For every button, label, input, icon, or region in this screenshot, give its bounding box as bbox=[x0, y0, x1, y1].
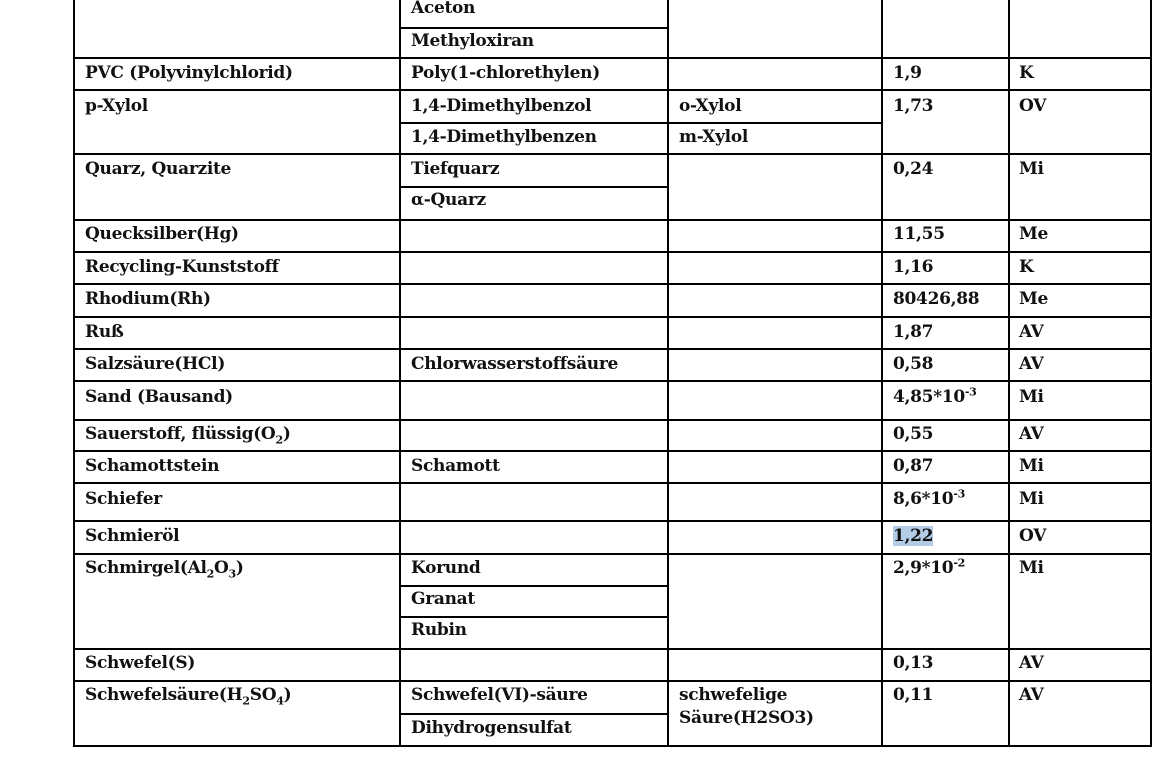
synonym-cell: α-Quarz bbox=[411, 190, 486, 210]
substance-name-cell: PVC (Polyvinylchlorid) bbox=[85, 63, 293, 83]
class-cell: Mi bbox=[1019, 558, 1044, 578]
class-cell: K bbox=[1019, 257, 1034, 277]
row-divider bbox=[73, 153, 1152, 155]
class-cell: AV bbox=[1019, 322, 1044, 342]
synonym-cell: Korund bbox=[411, 558, 481, 578]
sub-row-divider bbox=[399, 122, 883, 124]
related-cell: schwefelige bbox=[679, 685, 788, 705]
synonym-cell: Poly(1-chlorethylen) bbox=[411, 63, 600, 83]
substance-name-cell: Schamottstein bbox=[85, 456, 220, 476]
substance-name-cell: Recycling-Kunststoff bbox=[85, 257, 279, 277]
class-cell: K bbox=[1019, 63, 1034, 83]
row-divider bbox=[73, 520, 1152, 522]
row-divider bbox=[73, 251, 1152, 253]
synonym-cell: Schamott bbox=[411, 456, 500, 476]
value-cell: 80426,88 bbox=[893, 289, 980, 309]
class-cell: AV bbox=[1019, 653, 1044, 673]
table-border-bottom bbox=[73, 745, 1152, 747]
sub-row-divider bbox=[399, 616, 669, 618]
row-divider bbox=[73, 680, 1152, 682]
synonym-cell: Rubin bbox=[411, 620, 467, 640]
value-cell: 0,24 bbox=[893, 159, 934, 179]
synonym-cell: Granat bbox=[411, 589, 475, 609]
value-cell-selected[interactable]: 1,22 bbox=[893, 526, 934, 546]
value-cell: 11,55 bbox=[893, 224, 945, 244]
synonym-cell: Tiefquarz bbox=[411, 159, 500, 179]
row-divider bbox=[73, 57, 1152, 59]
row-divider bbox=[73, 89, 1152, 91]
class-cell: Mi bbox=[1019, 387, 1044, 407]
related-cell: o-Xylol bbox=[679, 96, 742, 116]
synonym-cell: 1,4-Dimethylbenzen bbox=[411, 127, 597, 147]
class-cell: AV bbox=[1019, 685, 1044, 705]
row-divider bbox=[73, 348, 1152, 350]
substance-name-cell: Sauerstoff, $flüssig(O_2)$ bbox=[85, 424, 291, 447]
synonym-cell: 1,4-Dimethylbenzol bbox=[411, 96, 592, 116]
class-cell: Mi bbox=[1019, 489, 1044, 509]
substance-name-cell: Quecksilber(Hg) bbox=[85, 224, 239, 244]
class-cell: OV bbox=[1019, 526, 1047, 546]
synonym-cell: Aceton bbox=[411, 0, 476, 18]
class-cell: AV bbox=[1019, 354, 1044, 374]
value-cell: 1,73 bbox=[893, 96, 934, 116]
row-divider bbox=[73, 648, 1152, 650]
substance-name-cell: Rhodium(Rh) bbox=[85, 289, 211, 309]
column-divider-2 bbox=[667, 0, 669, 746]
value-cell: 1,16 bbox=[893, 257, 934, 277]
value-cell: 0,11 bbox=[893, 685, 934, 705]
substance-name-cell: Ruß bbox=[85, 322, 124, 342]
row-divider bbox=[73, 482, 1152, 484]
row-divider bbox=[73, 450, 1152, 452]
column-divider-3 bbox=[881, 0, 883, 746]
related-cell: m-Xylol bbox=[679, 127, 749, 147]
related-cell: Säure(H2SO3) bbox=[679, 708, 814, 728]
sub-row-divider bbox=[399, 713, 669, 715]
class-cell: Mi bbox=[1019, 456, 1044, 476]
sub-row-divider bbox=[399, 186, 669, 188]
substance-name-cell: Schwefel(S) bbox=[85, 653, 196, 673]
class-cell: Me bbox=[1019, 289, 1049, 309]
value-cell: $4,85*10^{-3}$ bbox=[893, 385, 977, 407]
value-cell: $2,9*10^{-2}$ bbox=[893, 556, 965, 578]
row-divider bbox=[73, 553, 1152, 555]
row-divider bbox=[73, 283, 1152, 285]
value-cell: 0,13 bbox=[893, 653, 934, 673]
substance-name-cell: Schmieröl bbox=[85, 526, 180, 546]
synonym-cell: Methyloxiran bbox=[411, 31, 534, 51]
table-border-left bbox=[73, 0, 75, 746]
value-cell: $8,6*10^{-3}$ bbox=[893, 487, 965, 509]
class-cell: Me bbox=[1019, 224, 1049, 244]
substance-name-cell: p-Xylol bbox=[85, 96, 148, 116]
value-cell: 1,9 bbox=[893, 63, 922, 83]
value-cell: 0,55 bbox=[893, 424, 934, 444]
row-divider bbox=[73, 219, 1152, 221]
synonym-cell: Dihydrogensulfat bbox=[411, 718, 572, 738]
substance-name-cell: Salzsäure(HCl) bbox=[85, 354, 226, 374]
class-cell: AV bbox=[1019, 424, 1044, 444]
column-divider-1 bbox=[399, 0, 401, 746]
substance-name-cell: Schiefer bbox=[85, 489, 162, 509]
row-divider bbox=[73, 419, 1152, 421]
class-cell: OV bbox=[1019, 96, 1047, 116]
substance-name-cell: $Schmirgel(Al_2O_3)$ bbox=[85, 558, 244, 581]
synonym-cell: Schwefel(VI)-säure bbox=[411, 685, 588, 705]
value-cell: 0,58 bbox=[893, 354, 934, 374]
value-cell: 1,87 bbox=[893, 322, 934, 342]
substance-name-cell: Sand (Bausand) bbox=[85, 387, 233, 407]
substance-name-cell: Quarz, Quarzite bbox=[85, 159, 232, 179]
value-cell: 0,87 bbox=[893, 456, 934, 476]
sub-row-divider bbox=[399, 27, 669, 29]
column-divider-4 bbox=[1008, 0, 1010, 746]
row-divider bbox=[73, 380, 1152, 382]
row-divider bbox=[73, 316, 1152, 318]
substance-name-cell: $Schwefelsäure(H_2SO_4)$ bbox=[85, 685, 292, 708]
class-cell: Mi bbox=[1019, 159, 1044, 179]
sub-row-divider bbox=[399, 585, 669, 587]
table-border-right bbox=[1150, 0, 1152, 746]
synonym-cell: Chlorwasserstoffsäure bbox=[411, 354, 619, 374]
